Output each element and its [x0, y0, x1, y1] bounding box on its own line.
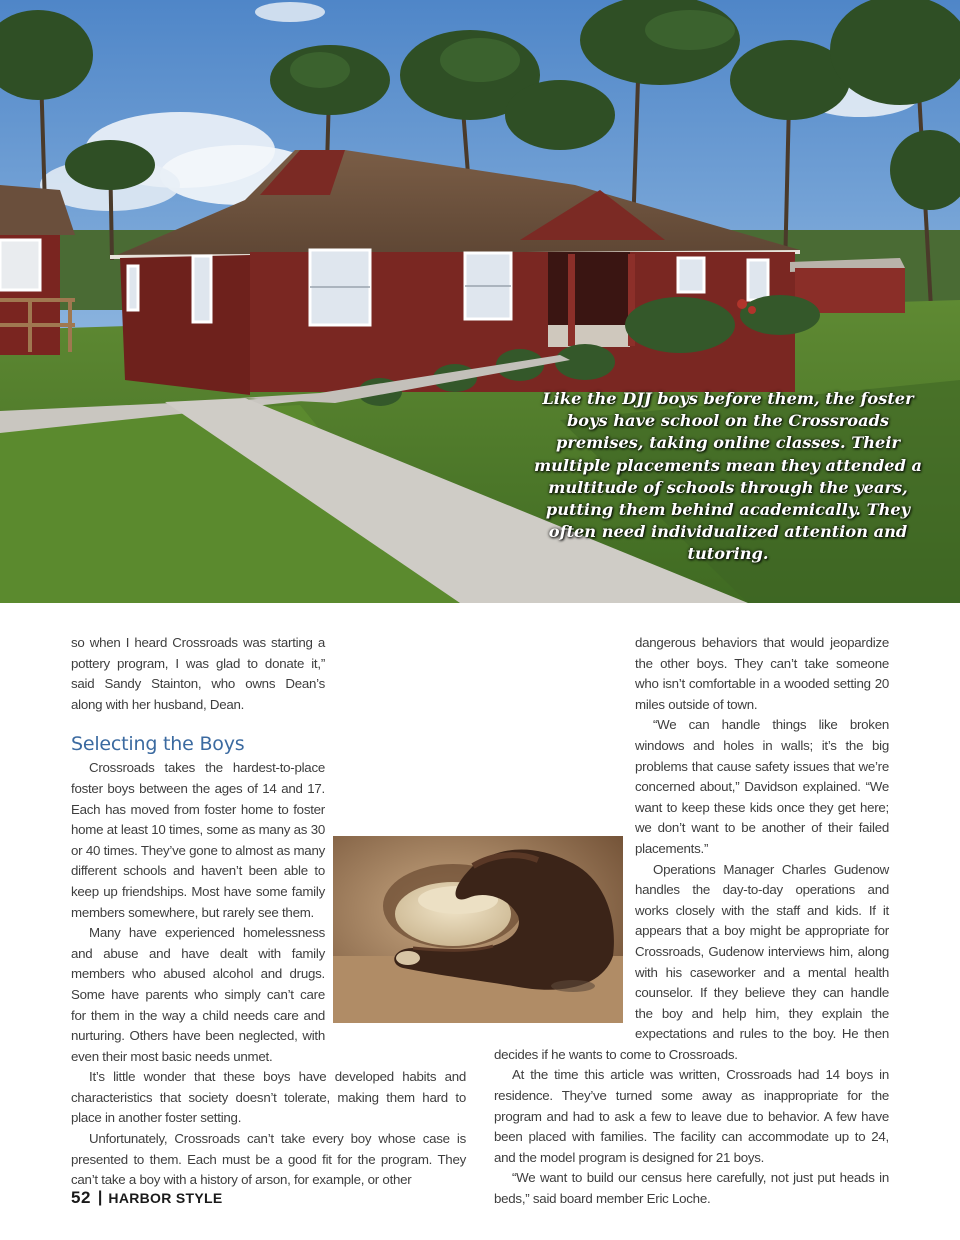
- page-number: 52: [71, 1188, 91, 1207]
- right-paragraph-4: “We want to build our census here carefully, not just put heads in beds,” said board member Eric Loche.: [494, 1170, 889, 1207]
- hero-photo: [0, 0, 960, 603]
- pottery-hands-photo: [333, 836, 623, 1023]
- left-paragraph-4: Unfortunately, Crossroads can’t take every boy whose case is presented to them. Each must be a good fit for the program. They can’t take a boy with a history of arson, for example, or other: [71, 1131, 466, 1188]
- right-paragraph-1: “We can handle things like broken windows and holes in walls; it’s the big problems that cause safety issues that we’re concerned about,” Davidson explained. “We want to keep these kids once they get here; we don’t want to be another of their failed placements.”: [635, 717, 889, 856]
- right-paragraph-2: Operations Manager Charles Gudenow handles the day-to-day operations and works closely with the staff and kids. If it appears that a boy might be appropriate for Crossroads, Gudenow interviews him, along with his caseworker and a mental health counselor. If they believe they can handle the boy and help him, they explain the expectations and rules to the boy. He then decides if he wants to come to Crossroads.: [494, 861, 889, 1062]
- section-heading: Selecting the Boys: [71, 733, 245, 756]
- footer-separator: |: [97, 1189, 103, 1206]
- page-footer: [71, 1187, 222, 1209]
- clay-pot-illustration: [333, 836, 623, 1023]
- right-paragraph-3: At the time this article was written, Crossroads had 14 boys in residence. They’ve turned some away as inappropriate for the program and had to ask a few to leave due to behavior. A few have been placed with families. The facility can accommodate up to 24, and the model program is designed for 21 boys.: [494, 1067, 889, 1165]
- left-paragraph-1-text: Crossroads takes the hardest-to-place foster boys between the ages of 14 and 17. Each has moved from foster home to foster home at least 10 times, some as many as 30 or 40 times. They’ve gone to almost as many different schools and haven’t been able to keep up friendships. Most have some family members somewhere, but rarely see them.: [71, 760, 325, 920]
- left-paragraph-3: It’s little wonder that these boys have developed habits and characteristics that society doesn’t tolerate, making them hard to place in another foster setting.: [71, 1069, 466, 1126]
- left-paragraph-2: Many have experienced homelessness and abuse and have dealt with family members who abused alcohol and drugs. Some have parents who simply can’t care for them in the way a child needs care and nurturing. Others have been neglected, with even their most basic needs unmet.: [71, 925, 325, 1064]
- photo-caption: Like the DJJ boys before them, the foster boys have school on the Crossroads premises, taking online classes. Their multiple placements mean they attended a multitude of schools through the years, putting them behind academically. They often need individualized attention and tutoring.: [533, 389, 923, 564]
- magazine-name: HARBOR STYLE: [108, 1190, 223, 1206]
- right-intro-paragraph: dangerous behaviors that would jeopardize the other boys. They can’t take someone who isn’t comfortable in a wooded setting 20 miles outside of town.: [635, 635, 889, 712]
- left-intro-paragraph: so when I heard Crossroads was starting a pottery program, I was glad to donate it,” said Sandy Stainton, who owns Dean’s along with her husband, Dean.: [71, 635, 325, 712]
